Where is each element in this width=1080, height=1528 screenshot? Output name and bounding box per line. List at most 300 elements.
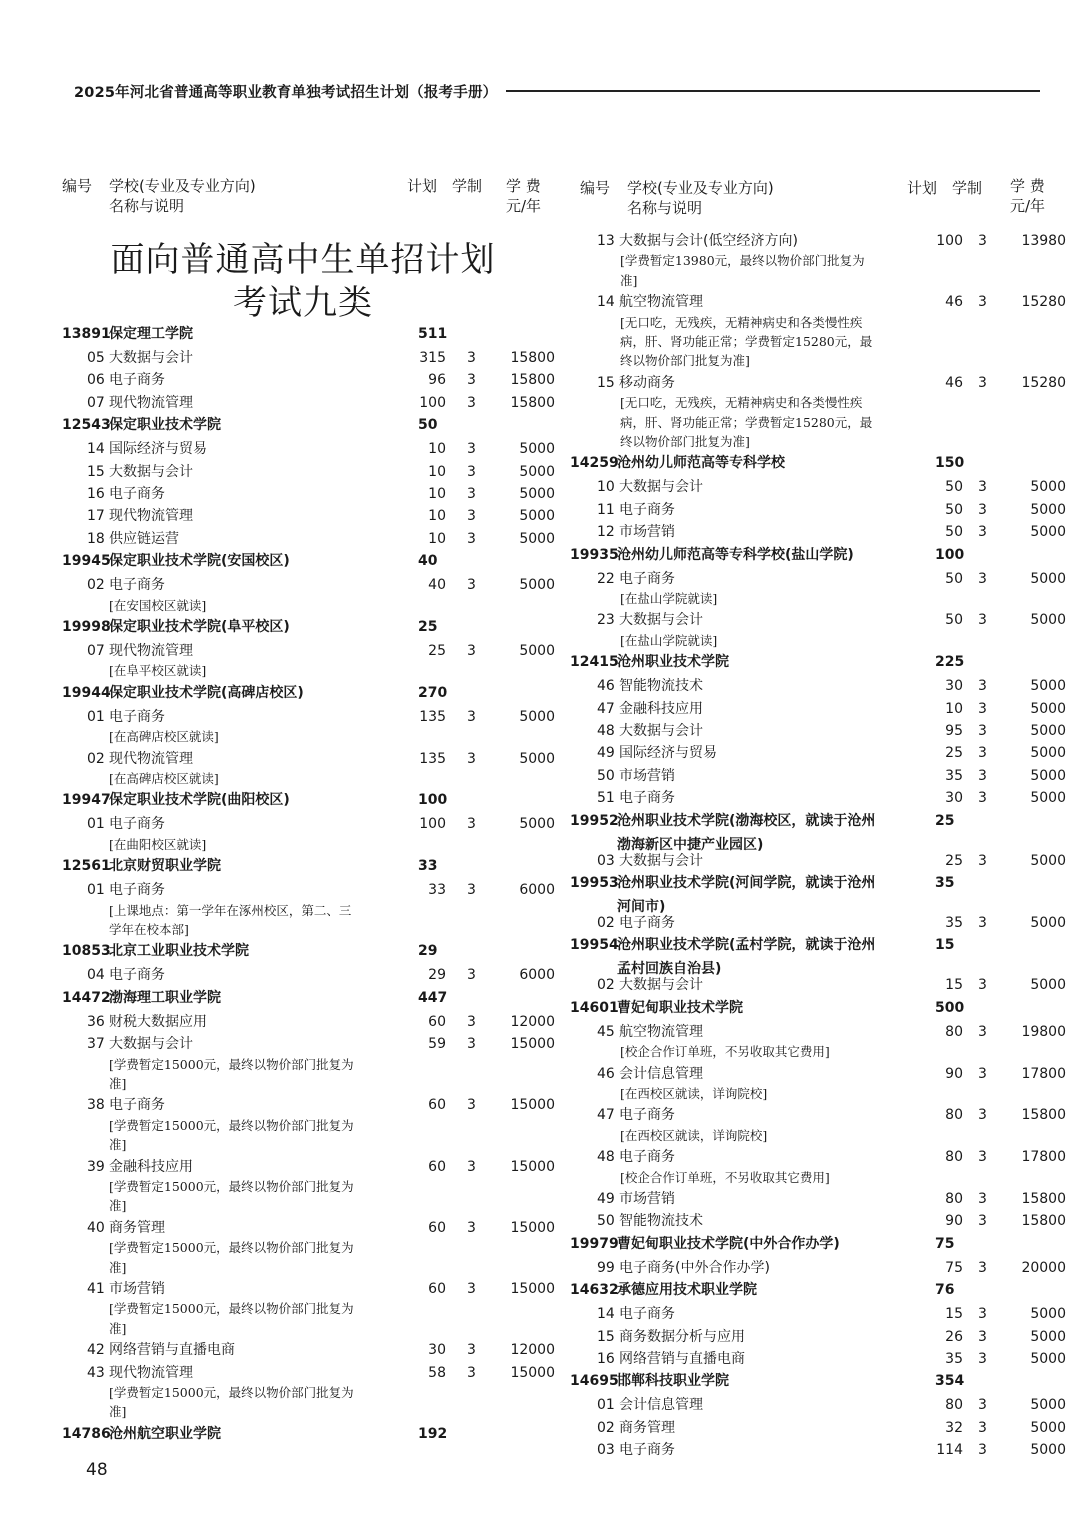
note-text: [无口吃，无残疾，无精神病史和各类慢性疾 bbox=[620, 315, 863, 330]
major-name: 电子商务 bbox=[109, 709, 165, 725]
major-plan: 60 bbox=[428, 1281, 446, 1297]
major-fee: 15000 bbox=[510, 1097, 555, 1113]
school-code: 19947 bbox=[62, 792, 111, 808]
major-code: 17 bbox=[87, 508, 105, 524]
major-plan: 10 bbox=[428, 531, 446, 547]
major-name: 商务数据分析与应用 bbox=[619, 1329, 745, 1345]
major-fee: 15000 bbox=[510, 1365, 555, 1381]
major-code: 02 bbox=[597, 977, 615, 993]
school-code: 19944 bbox=[62, 685, 111, 701]
major-code: 37 bbox=[87, 1036, 105, 1052]
school-name: 渤海理工职业学院 bbox=[109, 990, 221, 1006]
major-name: 智能物流技术 bbox=[619, 1213, 703, 1229]
major-name: 电子商务 bbox=[109, 1097, 165, 1113]
major-name: 电子商务 bbox=[109, 816, 165, 832]
major-name: 移动商务 bbox=[619, 375, 675, 391]
major-plan: 25 bbox=[428, 643, 446, 659]
major-name: 智能物流技术 bbox=[619, 678, 703, 694]
major-name: 大数据与会计(低空经济方向) bbox=[619, 233, 798, 249]
major-name: 金融科技应用 bbox=[619, 701, 703, 717]
school-plan-total: 75 bbox=[935, 1236, 955, 1252]
major-plan: 50 bbox=[945, 524, 963, 540]
major-plan: 30 bbox=[428, 1342, 446, 1358]
major-name: 市场营销 bbox=[109, 1281, 165, 1297]
major-name: 财税大数据应用 bbox=[109, 1014, 207, 1030]
major-plan: 32 bbox=[945, 1420, 963, 1436]
major-fee: 5000 bbox=[1030, 571, 1066, 587]
note-text: [上课地点：第一学年在涿州校区，第二、三 bbox=[109, 903, 352, 918]
major-fee: 5000 bbox=[519, 577, 555, 593]
major-fee: 15000 bbox=[510, 1159, 555, 1175]
major-name: 国际经济与贸易 bbox=[619, 745, 717, 761]
school-code: 19935 bbox=[570, 547, 619, 563]
note-text: [在阜平校区就读] bbox=[109, 663, 207, 678]
major-name: 电子商务 bbox=[109, 882, 165, 898]
major-fee: 6000 bbox=[519, 882, 555, 898]
major-plan: 60 bbox=[428, 1159, 446, 1175]
major-code: 03 bbox=[597, 853, 615, 869]
major-years: 3 bbox=[978, 1024, 987, 1040]
major-plan: 50 bbox=[945, 571, 963, 587]
school-name: 沧州幼儿师范高等专科学校 bbox=[617, 455, 785, 471]
school-name: 沧州职业技术学院(渤海校区，就读于沧州 bbox=[617, 813, 876, 829]
major-plan: 80 bbox=[945, 1397, 963, 1413]
col-school-sub: 名称与说明 bbox=[109, 197, 185, 215]
school-plan-total: 100 bbox=[935, 547, 965, 563]
school-plan-total: 29 bbox=[418, 943, 438, 959]
major-name: 市场营销 bbox=[619, 524, 675, 540]
major-plan: 46 bbox=[945, 375, 963, 391]
major-name: 电子商务 bbox=[619, 571, 675, 587]
major-plan: 75 bbox=[945, 1260, 963, 1276]
school-code: 14472 bbox=[62, 990, 111, 1006]
column-header-left bbox=[62, 176, 548, 216]
school-name: 保定职业技术学院 bbox=[109, 417, 221, 433]
note-text: [在安国校区就读] bbox=[109, 598, 207, 613]
major-code: 10 bbox=[597, 479, 615, 495]
major-plan: 29 bbox=[428, 967, 446, 983]
major-name: 金融科技应用 bbox=[109, 1159, 193, 1175]
school-name: 沧州职业技术学院(孟村学院，就读于沧州 bbox=[617, 937, 876, 953]
major-name: 现代物流管理 bbox=[109, 508, 193, 524]
major-code: 36 bbox=[87, 1014, 105, 1030]
major-years: 3 bbox=[467, 350, 476, 366]
major-name: 大数据与会计 bbox=[619, 479, 703, 495]
major-fee: 5000 bbox=[1030, 502, 1066, 518]
major-name: 电子商务 bbox=[109, 577, 165, 593]
col-years: 学制 bbox=[952, 179, 983, 197]
major-fee: 17800 bbox=[1021, 1149, 1066, 1165]
major-plan: 114 bbox=[936, 1442, 963, 1458]
school-plan-total: 192 bbox=[418, 1426, 448, 1442]
major-years: 3 bbox=[978, 1397, 987, 1413]
note-text: [学费暂定15000元，最终以物价部门批复为 bbox=[109, 1179, 354, 1194]
major-code: 12 bbox=[597, 524, 615, 540]
school-code: 19953 bbox=[570, 875, 619, 891]
note-text: [学费暂定13980元，最终以物价部门批复为 bbox=[620, 253, 865, 268]
major-years: 3 bbox=[978, 479, 987, 495]
major-years: 3 bbox=[978, 612, 987, 628]
major-name: 电子商务 bbox=[109, 372, 165, 388]
major-years: 3 bbox=[978, 723, 987, 739]
major-fee: 12000 bbox=[510, 1014, 555, 1030]
major-code: 03 bbox=[597, 1442, 615, 1458]
major-plan: 30 bbox=[945, 790, 963, 806]
major-years: 3 bbox=[467, 441, 476, 457]
major-name: 市场营销 bbox=[619, 768, 675, 784]
major-plan: 10 bbox=[428, 464, 446, 480]
note-text: 病，肝、肾功能正常；学费暂定15280元，最 bbox=[620, 415, 873, 430]
major-code: 48 bbox=[597, 723, 615, 739]
running-header bbox=[74, 81, 1040, 101]
major-code: 01 bbox=[87, 882, 105, 898]
note-text: 准] bbox=[109, 1404, 127, 1419]
major-plan: 26 bbox=[945, 1329, 963, 1345]
major-years: 3 bbox=[978, 1329, 987, 1345]
school-name-cont: 渤海新区中捷产业园区) bbox=[617, 837, 764, 853]
major-fee: 5000 bbox=[1030, 479, 1066, 495]
note-text: 终以物价部门批复为准] bbox=[620, 353, 750, 368]
major-fee: 5000 bbox=[519, 751, 555, 767]
school-plan-total: 33 bbox=[418, 858, 438, 874]
major-plan: 80 bbox=[945, 1149, 963, 1165]
major-name: 大数据与会计 bbox=[109, 1036, 193, 1052]
major-name: 现代物流管理 bbox=[109, 395, 193, 411]
major-name: 会计信息管理 bbox=[619, 1066, 703, 1082]
major-plan: 25 bbox=[945, 745, 963, 761]
major-fee: 15800 bbox=[1021, 1107, 1066, 1123]
school-code: 14632 bbox=[570, 1282, 619, 1298]
major-fee: 15800 bbox=[510, 372, 555, 388]
major-years: 3 bbox=[467, 464, 476, 480]
major-code: 14 bbox=[597, 294, 615, 310]
school-code: 19998 bbox=[62, 619, 111, 635]
major-years: 3 bbox=[978, 915, 987, 931]
school-plan-total: 225 bbox=[935, 654, 965, 670]
major-plan: 135 bbox=[419, 751, 446, 767]
major-name: 航空物流管理 bbox=[619, 294, 703, 310]
col-fee-unit: 元/年 bbox=[1010, 197, 1046, 215]
major-fee: 5000 bbox=[1030, 977, 1066, 993]
major-fee: 15800 bbox=[510, 350, 555, 366]
major-code: 01 bbox=[87, 816, 105, 832]
note-text: [学费暂定15000元，最终以物价部门批复为 bbox=[109, 1385, 354, 1400]
major-plan: 25 bbox=[945, 853, 963, 869]
major-years: 3 bbox=[978, 790, 987, 806]
major-fee: 5000 bbox=[1030, 1442, 1066, 1458]
major-years: 3 bbox=[467, 1220, 476, 1236]
major-plan: 100 bbox=[419, 395, 446, 411]
major-fee: 5000 bbox=[1030, 1351, 1066, 1367]
note-text: 准] bbox=[109, 1076, 127, 1091]
major-fee: 5000 bbox=[519, 508, 555, 524]
major-fee: 5000 bbox=[1030, 768, 1066, 784]
school-plan-total: 25 bbox=[418, 619, 438, 635]
major-fee: 15000 bbox=[510, 1036, 555, 1052]
major-fee: 5000 bbox=[1030, 1329, 1066, 1345]
major-plan: 96 bbox=[428, 372, 446, 388]
major-years: 3 bbox=[978, 571, 987, 587]
major-fee: 5000 bbox=[1030, 915, 1066, 931]
major-code: 02 bbox=[87, 577, 105, 593]
major-name: 电子商务 bbox=[619, 915, 675, 931]
major-fee: 5000 bbox=[1030, 701, 1066, 717]
col-school-sub: 名称与说明 bbox=[627, 199, 703, 217]
major-years: 3 bbox=[978, 1149, 987, 1165]
major-code: 99 bbox=[597, 1260, 615, 1276]
major-plan: 50 bbox=[945, 612, 963, 628]
major-name: 电子商务 bbox=[619, 502, 675, 518]
major-plan: 50 bbox=[945, 502, 963, 518]
major-name: 电子商务(中外合作办学) bbox=[619, 1260, 770, 1276]
major-fee: 15800 bbox=[1021, 1213, 1066, 1229]
major-fee: 5000 bbox=[1030, 1397, 1066, 1413]
major-fee: 5000 bbox=[519, 709, 555, 725]
major-plan: 315 bbox=[419, 350, 446, 366]
major-code: 46 bbox=[597, 678, 615, 694]
school-name: 沧州航空职业学院 bbox=[109, 1426, 221, 1442]
major-plan: 35 bbox=[945, 768, 963, 784]
major-code: 13 bbox=[597, 233, 615, 249]
col-years: 学制 bbox=[452, 177, 483, 195]
school-plan-total: 40 bbox=[418, 553, 438, 569]
major-code: 16 bbox=[597, 1351, 615, 1367]
major-plan: 80 bbox=[945, 1107, 963, 1123]
major-name: 大数据与会计 bbox=[109, 350, 193, 366]
major-plan: 59 bbox=[428, 1036, 446, 1052]
major-plan: 15 bbox=[945, 1306, 963, 1322]
major-plan: 58 bbox=[428, 1365, 446, 1381]
major-years: 3 bbox=[978, 1191, 987, 1207]
major-plan: 80 bbox=[945, 1191, 963, 1207]
major-name: 大数据与会计 bbox=[619, 723, 703, 739]
school-plan-total: 511 bbox=[418, 326, 448, 342]
major-name: 大数据与会计 bbox=[619, 853, 703, 869]
section-title: 面向普通高中生单招计划 bbox=[110, 240, 496, 280]
major-name: 航空物流管理 bbox=[619, 1024, 703, 1040]
major-plan: 90 bbox=[945, 1066, 963, 1082]
note-text: [在高碑店校区就读] bbox=[109, 771, 219, 786]
major-years: 3 bbox=[978, 233, 987, 249]
school-plan-total: 500 bbox=[935, 1000, 965, 1016]
major-years: 3 bbox=[467, 486, 476, 502]
major-code: 49 bbox=[597, 1191, 615, 1207]
note-text: 准] bbox=[109, 1260, 127, 1275]
col-fee: 学 费 bbox=[1010, 177, 1045, 195]
school-name: 沧州职业技术学院 bbox=[617, 654, 729, 670]
major-years: 3 bbox=[978, 745, 987, 761]
major-years: 3 bbox=[467, 1159, 476, 1175]
note-text: 准] bbox=[109, 1137, 127, 1152]
school-name: 保定职业技术学院(高碑店校区) bbox=[109, 685, 304, 701]
note-text: [无口吃，无残疾，无精神病史和各类慢性疾 bbox=[620, 395, 863, 410]
major-fee: 15000 bbox=[510, 1220, 555, 1236]
major-plan: 135 bbox=[419, 709, 446, 725]
major-fee: 5000 bbox=[519, 486, 555, 502]
school-code: 12415 bbox=[570, 654, 619, 670]
school-name-cont: 孟村回族自治县) bbox=[617, 961, 722, 977]
major-code: 07 bbox=[87, 643, 105, 659]
major-code: 02 bbox=[597, 915, 615, 931]
major-name: 会计信息管理 bbox=[619, 1397, 703, 1413]
major-plan: 30 bbox=[945, 678, 963, 694]
school-code: 13891 bbox=[62, 326, 111, 342]
major-plan: 35 bbox=[945, 1351, 963, 1367]
note-text: [校企合作订单班，不另收取其它费用] bbox=[620, 1170, 830, 1185]
major-code: 49 bbox=[597, 745, 615, 761]
school-name: 曹妃甸职业技术学院(中外合作办学) bbox=[617, 1236, 840, 1252]
section-subtitle: 考试九类 bbox=[233, 283, 373, 323]
major-fee: 20000 bbox=[1021, 1260, 1066, 1276]
major-code: 47 bbox=[597, 701, 615, 717]
major-name: 电子商务 bbox=[109, 967, 165, 983]
major-years: 3 bbox=[978, 524, 987, 540]
note-text: 终以物价部门批复为准] bbox=[620, 434, 750, 449]
major-fee: 5000 bbox=[1030, 1420, 1066, 1436]
header-rule bbox=[506, 90, 1040, 92]
major-fee: 5000 bbox=[1030, 678, 1066, 694]
major-code: 11 bbox=[597, 502, 615, 518]
major-years: 3 bbox=[467, 1281, 476, 1297]
major-years: 3 bbox=[978, 1442, 987, 1458]
major-years: 3 bbox=[978, 502, 987, 518]
major-code: 41 bbox=[87, 1281, 105, 1297]
major-code: 04 bbox=[87, 967, 105, 983]
major-name: 网络营销与直播电商 bbox=[109, 1342, 235, 1358]
school-plan-total: 25 bbox=[935, 813, 955, 829]
note-text: [学费暂定15000元，最终以物价部门批复为 bbox=[109, 1301, 354, 1316]
major-fee: 5000 bbox=[1030, 790, 1066, 806]
major-code: 45 bbox=[597, 1024, 615, 1040]
major-fee: 5000 bbox=[519, 531, 555, 547]
major-code: 02 bbox=[87, 751, 105, 767]
major-plan: 10 bbox=[945, 701, 963, 717]
note-text: [在高碑店校区就读] bbox=[109, 729, 219, 744]
major-fee: 17800 bbox=[1021, 1066, 1066, 1082]
col-school: 学校(专业及专业方向) bbox=[627, 179, 774, 197]
major-fee: 15000 bbox=[510, 1281, 555, 1297]
school-name: 曹妃甸职业技术学院 bbox=[617, 1000, 743, 1016]
major-plan: 90 bbox=[945, 1213, 963, 1229]
major-fee: 5000 bbox=[1030, 524, 1066, 540]
school-code: 14695 bbox=[570, 1373, 619, 1389]
col-plan: 计划 bbox=[907, 179, 938, 197]
major-fee: 5000 bbox=[1030, 612, 1066, 628]
major-plan: 46 bbox=[945, 294, 963, 310]
major-code: 43 bbox=[87, 1365, 105, 1381]
major-fee: 5000 bbox=[1030, 745, 1066, 761]
major-years: 3 bbox=[978, 977, 987, 993]
school-name: 保定职业技术学院(曲阳校区) bbox=[109, 792, 290, 808]
major-name: 电子商务 bbox=[619, 1149, 675, 1165]
major-plan: 40 bbox=[428, 577, 446, 593]
school-name: 保定职业技术学院(阜平校区) bbox=[109, 619, 290, 635]
col-code: 编号 bbox=[580, 179, 611, 197]
school-code: 12543 bbox=[62, 417, 111, 433]
major-plan: 95 bbox=[945, 723, 963, 739]
school-name: 邯郸科技职业学院 bbox=[617, 1373, 729, 1389]
major-years: 3 bbox=[467, 709, 476, 725]
major-code: 42 bbox=[87, 1342, 105, 1358]
major-plan: 60 bbox=[428, 1097, 446, 1113]
major-name: 市场营销 bbox=[619, 1191, 675, 1207]
major-fee: 15800 bbox=[510, 395, 555, 411]
page-number: 48 bbox=[86, 1460, 108, 1480]
major-name: 现代物流管理 bbox=[109, 1365, 193, 1381]
major-years: 3 bbox=[978, 1066, 987, 1082]
major-fee: 15800 bbox=[1021, 1191, 1066, 1207]
major-years: 3 bbox=[978, 1107, 987, 1123]
major-code: 06 bbox=[87, 372, 105, 388]
major-years: 3 bbox=[978, 701, 987, 717]
major-plan: 10 bbox=[428, 441, 446, 457]
major-years: 3 bbox=[467, 372, 476, 388]
school-code: 19954 bbox=[570, 937, 619, 953]
school-plan-total: 35 bbox=[935, 875, 955, 891]
school-plan-total: 354 bbox=[935, 1373, 965, 1389]
major-fee: 15280 bbox=[1021, 375, 1066, 391]
major-name: 商务管理 bbox=[619, 1420, 675, 1436]
major-years: 3 bbox=[978, 1420, 987, 1436]
major-plan: 10 bbox=[428, 486, 446, 502]
major-name: 电子商务 bbox=[619, 1306, 675, 1322]
school-plan-total: 50 bbox=[418, 417, 438, 433]
major-fee: 5000 bbox=[1030, 853, 1066, 869]
note-text: [学费暂定15000元，最终以物价部门批复为 bbox=[109, 1057, 354, 1072]
col-fee-unit: 元/年 bbox=[506, 197, 542, 215]
column-header-right bbox=[580, 176, 1072, 216]
major-name: 国际经济与贸易 bbox=[109, 441, 207, 457]
major-fee: 5000 bbox=[519, 441, 555, 457]
major-code: 50 bbox=[597, 1213, 615, 1229]
major-code: 05 bbox=[87, 350, 105, 366]
major-fee: 5000 bbox=[519, 643, 555, 659]
major-fee: 6000 bbox=[519, 967, 555, 983]
note-text: [在曲阳校区就读] bbox=[109, 837, 207, 852]
note-text: 准] bbox=[109, 1321, 127, 1336]
major-name: 现代物流管理 bbox=[109, 643, 193, 659]
major-years: 3 bbox=[467, 882, 476, 898]
major-years: 3 bbox=[467, 1097, 476, 1113]
major-code: 40 bbox=[87, 1220, 105, 1236]
school-code: 10853 bbox=[62, 943, 111, 959]
school-code: 12561 bbox=[62, 858, 111, 874]
note-text: [在西校区就读，详询院校] bbox=[620, 1086, 768, 1101]
major-years: 3 bbox=[467, 751, 476, 767]
major-years: 3 bbox=[467, 967, 476, 983]
major-years: 3 bbox=[978, 678, 987, 694]
major-plan: 60 bbox=[428, 1014, 446, 1030]
school-name: 沧州职业技术学院(河间学院，就读于沧州 bbox=[617, 875, 876, 891]
note-text: 准] bbox=[620, 273, 638, 288]
major-plan: 60 bbox=[428, 1220, 446, 1236]
major-years: 3 bbox=[978, 1260, 987, 1276]
school-plan-total: 76 bbox=[935, 1282, 955, 1298]
school-name: 沧州幼儿师范高等专科学校(盐山学院) bbox=[617, 547, 854, 563]
major-years: 3 bbox=[467, 395, 476, 411]
major-fee: 15280 bbox=[1021, 294, 1066, 310]
major-years: 3 bbox=[467, 643, 476, 659]
major-years: 3 bbox=[467, 1036, 476, 1052]
major-years: 3 bbox=[978, 294, 987, 310]
major-years: 3 bbox=[978, 853, 987, 869]
major-plan: 33 bbox=[428, 882, 446, 898]
major-code: 39 bbox=[87, 1159, 105, 1175]
note-text: 病，肝、肾功能正常；学费暂定15280元，最 bbox=[620, 334, 873, 349]
major-fee: 13980 bbox=[1021, 233, 1066, 249]
major-code: 15 bbox=[597, 1329, 615, 1345]
major-code: 50 bbox=[597, 768, 615, 784]
